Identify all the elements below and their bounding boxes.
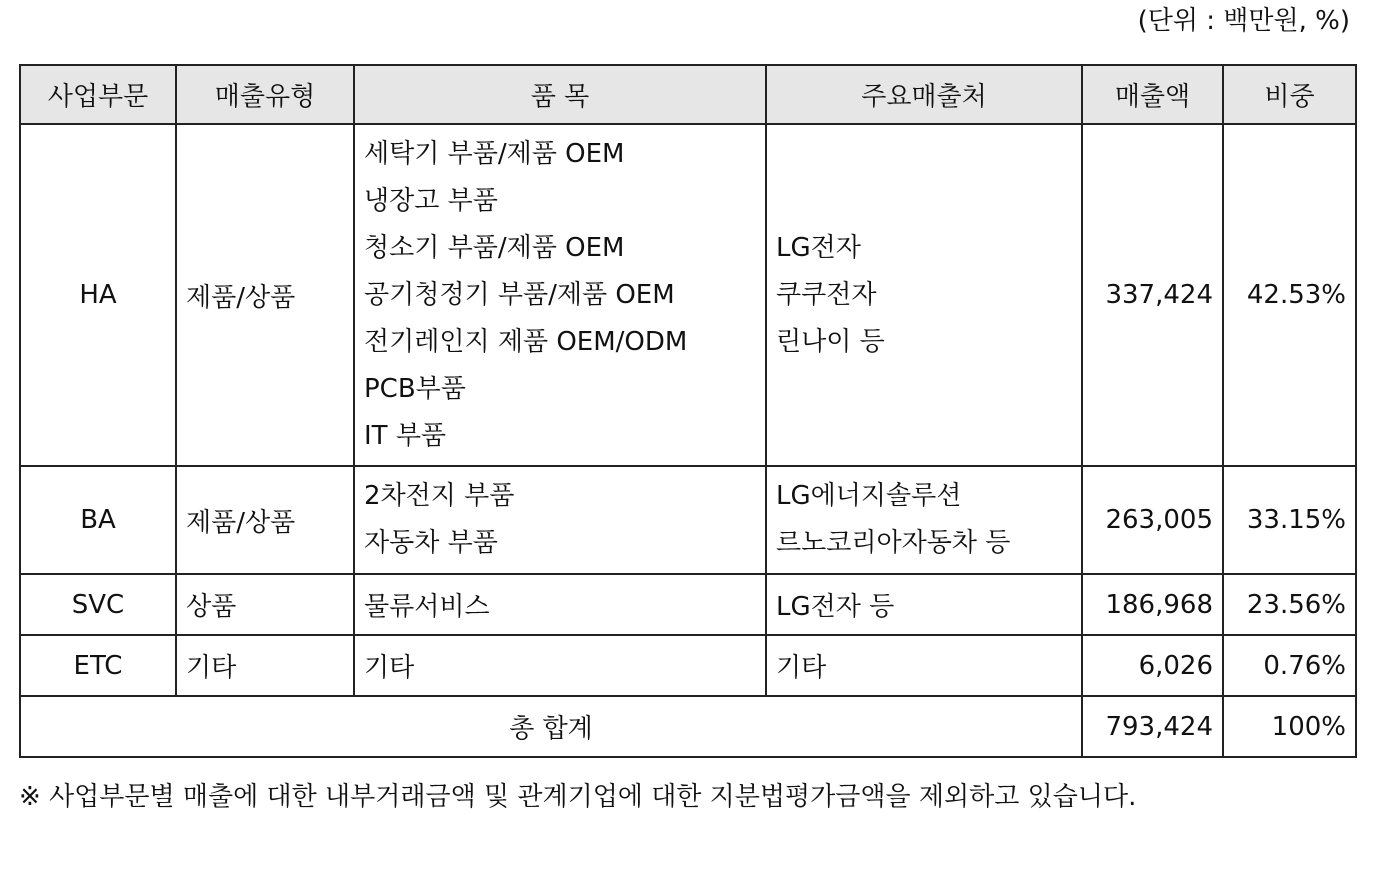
share-cell: 42.53% (1223, 124, 1356, 466)
customer-line: LG전자 (776, 232, 861, 263)
item-line: 청소기 부품/제품 OEM (364, 232, 625, 263)
sales-type-cell: 상품 (176, 574, 354, 635)
share-cell: 23.56% (1223, 574, 1356, 635)
table-header-row (20, 65, 1356, 124)
items-cell (354, 574, 766, 635)
header-sales-type: 매출유형 (176, 65, 354, 124)
customers-cell (766, 466, 1082, 574)
total-revenue: 793,424 (1082, 696, 1223, 757)
sales-type-cell: 제품/상품 (176, 466, 354, 574)
sales-by-segment-table (19, 64, 1357, 758)
items-cell (354, 466, 766, 574)
header-segment: 사업부문 (20, 65, 176, 124)
customer-line: 쿠쿠전자 (776, 279, 877, 310)
item-line: 자동차 부품 (364, 528, 498, 558)
total-row (20, 696, 1356, 757)
customer-line: 린나이 등 (776, 326, 885, 357)
customer-line: LG전자 등 (776, 592, 895, 622)
table-row (20, 635, 1356, 696)
item-line: PCB부품 (364, 373, 466, 404)
revenue-cell: 6,026 (1082, 635, 1223, 696)
customers-cell (766, 574, 1082, 635)
revenue-cell: 186,968 (1082, 574, 1223, 635)
item-line: 세탁기 부품/제품 OEM (364, 138, 625, 169)
item-line: IT 부품 (364, 420, 447, 451)
revenue-cell: 263,005 (1082, 466, 1223, 574)
revenue-cell: 337,424 (1082, 124, 1223, 466)
segment-cell: BA (20, 466, 176, 574)
sales-type-cell: 기타 (176, 635, 354, 696)
items-cell (354, 635, 766, 696)
customer-line: LG에너지솔루션 (776, 481, 962, 511)
header-revenue: 매출액 (1082, 65, 1223, 124)
item-line: 공기청정기 부품/제품 OEM (364, 279, 675, 310)
share-cell: 0.76% (1223, 635, 1356, 696)
item-line: 냉장고 부품 (364, 185, 498, 216)
header-customers: 주요매출처 (766, 65, 1082, 124)
item-line: 기타 (364, 653, 415, 683)
items-cell (354, 124, 766, 466)
table-row (20, 574, 1356, 635)
item-line: 전기레인지 제품 OEM/ODM (364, 326, 688, 357)
header-share: 비중 (1223, 65, 1356, 124)
total-share: 100% (1223, 696, 1356, 757)
unit-note: (단위 : 백만원, %) (1137, 6, 1350, 36)
total-label: 총 합계 (20, 696, 1082, 757)
sales-type-cell: 제품/상품 (176, 124, 354, 466)
table-row (20, 466, 1356, 574)
customers-cell (766, 635, 1082, 696)
header-items: 품 목 (354, 65, 766, 124)
segment-cell: HA (20, 124, 176, 466)
footnote: ※ 사업부문별 매출에 대한 내부거래금액 및 관계기업에 대한 지분법평가금액을 제외하고 있습니다. (19, 782, 1137, 812)
customer-line: 르노코리아자동차 등 (776, 528, 1011, 558)
item-line: 물류서비스 (364, 592, 490, 622)
item-line: 2차전지 부품 (364, 481, 515, 511)
customer-line: 기타 (776, 653, 827, 683)
share-cell: 33.15% (1223, 466, 1356, 574)
segment-cell: SVC (20, 574, 176, 635)
customers-cell (766, 124, 1082, 466)
table-row (20, 124, 1356, 466)
segment-cell: ETC (20, 635, 176, 696)
